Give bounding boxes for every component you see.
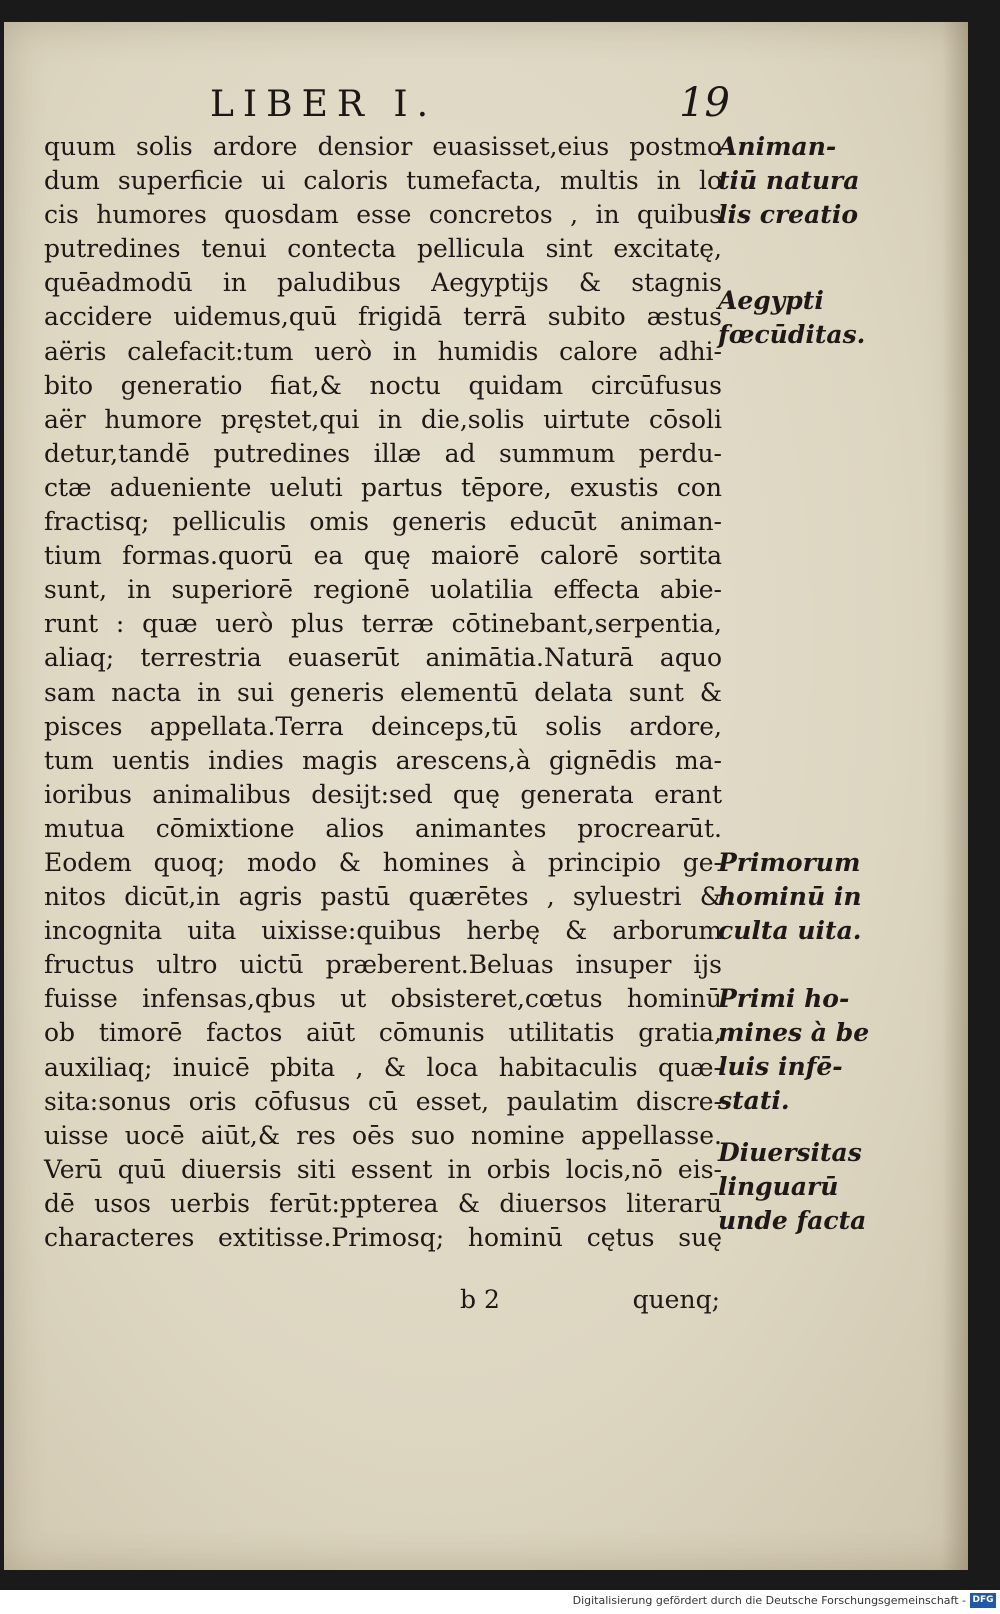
text-line: aëris calefacit:tum uerò in humidis calore adhi- xyxy=(44,336,722,366)
text-line: sita:sonus oris cōfusus cū esset, paulatim discre- xyxy=(44,1086,722,1116)
text-line: pisces appellata.Terra deinceps,tū solis ardore, xyxy=(44,711,722,741)
marginal-note-line: stati. xyxy=(718,1086,790,1115)
text-line: aliaq; terrestria euaserūt animātia.Naturā aquo xyxy=(44,643,722,673)
marginal-note-line: Primi ho- xyxy=(718,984,850,1013)
text-line: sunt, in superiorē regionē uolatilia effecta abie- xyxy=(44,575,722,605)
text-line: quum solis ardore densior euasisset,eius postmo xyxy=(44,132,722,161)
text-line: incognita uita uixisse:quibus herbę & arborum xyxy=(44,916,722,946)
marginal-note-line: mines à be xyxy=(718,1018,870,1047)
text-line: dē usos uerbis ferūt:pptereа & diuersos literarū xyxy=(44,1188,722,1218)
marginal-note-line: Primorum xyxy=(718,848,861,877)
folio-number: 19 xyxy=(679,80,730,126)
marginal-note-line: lis creatio xyxy=(718,200,858,229)
text-line: ioribus animalibus desijt:sed quę generata erant xyxy=(44,779,722,809)
body-text xyxy=(44,130,722,1255)
text-line: cis humores quosdam esse concretos , in quibus xyxy=(44,200,722,230)
page-header xyxy=(210,80,730,130)
text-line: accidere uidemus,quū frigidā terrā subito æstus xyxy=(44,302,722,332)
text-line: Eodem quoq; modo & homines à principio ge- xyxy=(44,847,722,877)
text-line: mutua cōmixtione alios animantes procrearūt. xyxy=(44,813,722,843)
marginal-note-line: Aegypti xyxy=(718,286,824,315)
text-line: ob timorē factos aiūt cōmunis utilitatis gratia, xyxy=(44,1018,722,1048)
signature-mark: b 2 xyxy=(460,1285,500,1314)
text-line: quēadmodū in paludibus Aegyptijs & stagnis xyxy=(44,268,722,298)
text-line: sam nacta in sui generis elementū delata sunt & xyxy=(44,677,722,707)
running-title: LIBER I. xyxy=(210,84,438,125)
marginal-note xyxy=(718,284,866,352)
text-line: tum uentis indies magis arescens,à gignēdis ma- xyxy=(44,745,722,775)
text-line: ctæ adueniente ueluti partus tēpore, exustis con xyxy=(44,472,722,502)
text-line: runt : quæ uerò plus terræ cōtinebant,serpentia, xyxy=(44,609,722,639)
text-line: bito generatio fiat,& noctu quidam circūfusus xyxy=(44,370,722,400)
text-line: fructus ultro uictū præberent.Beluas insuper ijs xyxy=(44,950,722,980)
marginal-note-line: Animan- xyxy=(718,132,837,161)
footer-credit: Digitalisierung gefördert durch die Deutsche Forschungsgemeinschaft - xyxy=(572,1594,966,1607)
catchword: quenq; xyxy=(632,1285,720,1314)
marginal-note xyxy=(718,982,870,1118)
text-line: tium formas.quorū ea quę maiorē calorē sortita xyxy=(44,541,722,571)
marginal-note-line: linguarū xyxy=(718,1172,839,1201)
text-line: fuisse infensas,qbus ut obsisteret,cœtus hominū xyxy=(44,984,722,1014)
dfg-logo: DFG xyxy=(970,1593,996,1608)
text-line: uisse uocē aiūt,& res oēs suo nomine appellasse. xyxy=(44,1120,722,1150)
text-line: putredines tenui contecta pellicula sint excitatę, xyxy=(44,234,722,264)
text-line: Verū quū diuersis siti essent in orbis locis,nō eis- xyxy=(44,1154,722,1184)
text-line: aër humore pręstet,qui in die,solis uirtute cōsoli xyxy=(44,404,722,434)
text-line: dum superficie ui caloris tumefacta, multis in lo xyxy=(44,166,722,196)
catchword-line xyxy=(420,1285,720,1321)
page-edge-shadow xyxy=(942,22,968,1570)
marginal-note-line: tiū natura xyxy=(718,166,860,195)
text-line: nitos dicūt,in agris pastū quærētes , syluestri & xyxy=(44,882,722,912)
marginal-note xyxy=(718,1136,867,1238)
text-line: fractisq; pelliculis omis generis educūt animan- xyxy=(44,507,722,537)
marginal-note-line: Diuersitas xyxy=(718,1138,862,1167)
marginal-note xyxy=(718,846,862,948)
marginal-note-line: luis infē- xyxy=(718,1052,843,1081)
text-line: characteres extitisse.Primosq; hominū cętus suę xyxy=(44,1223,722,1252)
marginal-note-line: hominū in xyxy=(718,882,862,911)
footer-bar xyxy=(0,1590,1000,1614)
marginal-note-line: unde facta xyxy=(718,1206,867,1235)
text-line: detur,tandē putredines illæ ad summum perdu- xyxy=(44,438,722,468)
text-line: auxiliaq; inuicē pbita , & loca habitaculis quæ- xyxy=(44,1052,722,1082)
marginal-note-line: culta uita. xyxy=(718,916,862,945)
marginal-note xyxy=(718,130,858,232)
marginal-note-line: fœcūditas. xyxy=(718,320,866,349)
